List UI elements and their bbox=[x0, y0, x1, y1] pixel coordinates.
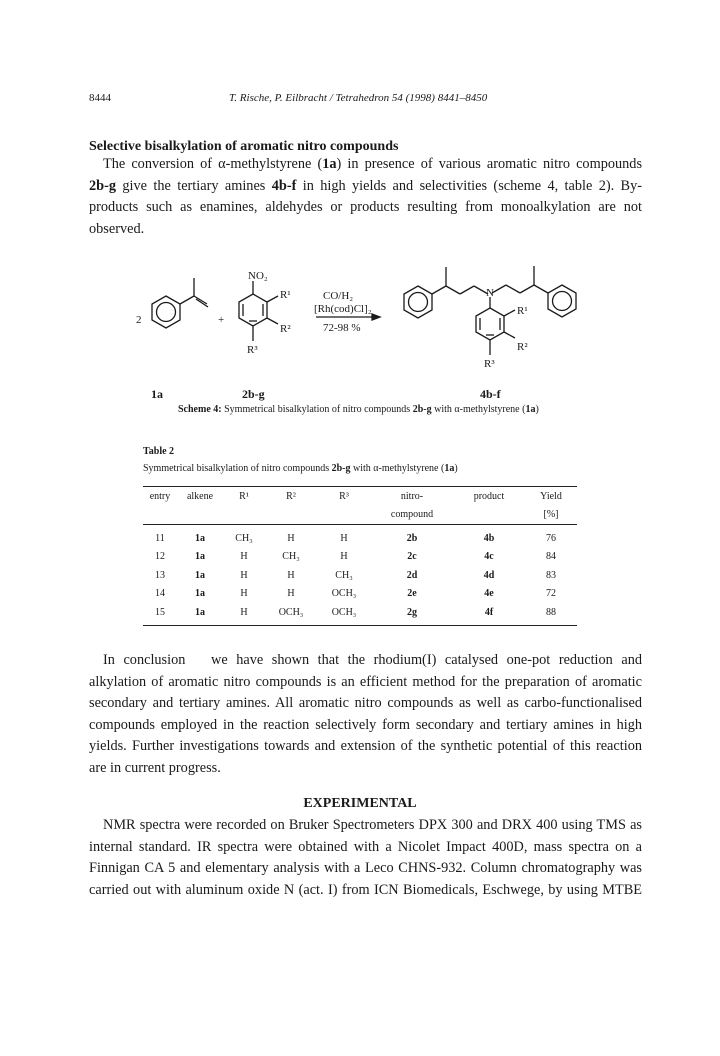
cell-product: 4b bbox=[483, 532, 495, 544]
running-head: T. Rische, P. Eilbracht / Tetrahedron 54 (1998) 8441–8450 bbox=[229, 92, 488, 104]
cell-alkene: 1a bbox=[195, 606, 205, 618]
conclusion-line: alkylation of aromatic nitro compounds is an efficient method for the preparation of aromatic bbox=[89, 673, 642, 690]
header-cell bbox=[223, 506, 265, 525]
table-row bbox=[143, 603, 577, 625]
header-cell: compound bbox=[371, 506, 453, 525]
header-cell: alkene bbox=[186, 490, 214, 502]
header-cell bbox=[143, 506, 177, 525]
cell-r1: H bbox=[240, 606, 248, 618]
cell-r2: CH₃ bbox=[282, 551, 300, 563]
scheme-caption-text: with α-methylstyrene ( bbox=[431, 404, 526, 415]
experimental-line: Finnigan CA 5 and elementary analysis with a Leco CHNS-932. Column chromatography was bbox=[89, 860, 642, 876]
product-r1-label: R¹ bbox=[517, 305, 528, 317]
table-row bbox=[143, 525, 577, 548]
label-nitro-compounds: 2b-g bbox=[242, 387, 265, 401]
experimental-line: NMR spectra were recorded on Bruker Spectrometers DPX 300 and DRX 400 using TMS as bbox=[103, 817, 642, 833]
table-caption: Symmetrical bisalkylation of nitro compounds 2b-g with α-methylstyrene (1a) bbox=[143, 463, 458, 474]
product-structure bbox=[404, 266, 576, 355]
nitrogen-atom-label: N bbox=[486, 287, 494, 299]
header-cell: entry bbox=[149, 490, 171, 502]
cell-product: 4d bbox=[483, 569, 495, 581]
intro-line: 2b-g give the tertiary amines 4b-f in high yields and selectivities (scheme 4, table 2). By- bbox=[89, 177, 642, 194]
header-cell: R² bbox=[286, 490, 296, 502]
intro-line: The conversion of α-methylstyrene (1a) in presence of various aromatic nitro compounds bbox=[103, 156, 643, 172]
cell-nitro: 2c bbox=[407, 551, 417, 563]
compound-ref: 2b-g bbox=[89, 177, 117, 194]
cell-r3: H bbox=[340, 551, 348, 563]
r2-label: R² bbox=[280, 323, 291, 335]
header-cell: R¹ bbox=[239, 490, 249, 502]
header-cell: Yield bbox=[540, 490, 562, 502]
label-alkene: 1a bbox=[151, 387, 163, 401]
cell-entry: 14 bbox=[155, 588, 165, 600]
cell-product: 4e bbox=[484, 588, 494, 600]
cell-yield: 76 bbox=[546, 532, 556, 544]
cell-nitro: 2d bbox=[406, 569, 418, 581]
yield-range: 72-98 % bbox=[323, 322, 361, 334]
cell-product: 4c bbox=[484, 551, 494, 563]
table-row bbox=[143, 548, 577, 567]
cell-r1: H bbox=[240, 551, 248, 563]
conclusion-line: secondary and tertiary amines. All aromatic nitro compounds as well as carbo-functionalised bbox=[89, 695, 642, 711]
compound-ref: 1a bbox=[322, 156, 337, 172]
header-cell: [%] bbox=[525, 506, 577, 525]
scheme-drawing bbox=[130, 255, 610, 385]
cell-entry: 15 bbox=[155, 606, 165, 618]
conclusion-line: yields. Further investigations towards and extension of the synthetic potential of this reaction bbox=[89, 738, 642, 754]
compound-ref: 1a bbox=[444, 463, 455, 474]
header-cell: R³ bbox=[339, 490, 349, 502]
scheme-caption-ref: 2b-g bbox=[412, 404, 432, 415]
table-row bbox=[143, 566, 577, 585]
section-title: Selective bisalkylation of aromatic nitro compounds bbox=[89, 139, 399, 154]
intro-line: products such as enamines, aldehydes or products resulting from monoalkylation are not bbox=[89, 199, 642, 215]
cell-alkene: 1a bbox=[195, 532, 205, 544]
cell-r2: OCH₃ bbox=[278, 606, 304, 618]
cell-alkene: 1a bbox=[195, 569, 205, 581]
scheme-plus: + bbox=[218, 314, 225, 326]
conclusion-paragraph bbox=[89, 650, 642, 779]
cell-r2: H bbox=[287, 588, 295, 600]
header-cell bbox=[265, 506, 317, 525]
results-table bbox=[143, 486, 577, 626]
reagent-co-h2: CO/H₂ bbox=[323, 290, 354, 302]
table-header-row bbox=[143, 506, 577, 525]
page-number: 8444 bbox=[89, 92, 111, 104]
cell-product: 4f bbox=[484, 606, 494, 618]
cell-r3: H bbox=[340, 532, 348, 544]
nitroarene-structure bbox=[239, 281, 278, 341]
cell-yield: 83 bbox=[546, 569, 556, 581]
scheme-caption-prefix: Scheme 4: bbox=[178, 404, 222, 415]
header-cell: product bbox=[473, 490, 505, 502]
reaction-scheme bbox=[130, 255, 610, 425]
cell-yield: 72 bbox=[546, 588, 556, 600]
cell-yield: 84 bbox=[546, 551, 556, 563]
cell-r2: H bbox=[287, 569, 295, 581]
cell-r2: H bbox=[287, 532, 295, 544]
header-cell bbox=[453, 506, 525, 525]
cell-r1: CH₃ bbox=[235, 532, 253, 544]
table-header-row bbox=[143, 487, 577, 506]
header-cell bbox=[317, 506, 371, 525]
cell-nitro: 2g bbox=[407, 606, 417, 618]
cell-yield: 88 bbox=[546, 606, 556, 618]
cell-alkene: 1a bbox=[195, 588, 205, 600]
conclusion-line: are in current progress. bbox=[89, 759, 221, 776]
scheme-coefficient: 2 bbox=[136, 314, 142, 326]
cell-r3: OCH₃ bbox=[331, 588, 357, 600]
header-cell: nitro- bbox=[400, 490, 424, 502]
cell-nitro: 2e bbox=[407, 588, 417, 600]
product-r3-label: R³ bbox=[484, 358, 495, 370]
reagent-catalyst: [Rh(cod)Cl]₂ bbox=[314, 303, 372, 315]
experimental-heading: EXPERIMENTAL bbox=[303, 796, 417, 811]
alkene-structure bbox=[152, 278, 208, 328]
r3-label: R³ bbox=[247, 344, 258, 356]
header-cell bbox=[177, 506, 223, 525]
experimental-line: internal standard. IR spectra were obtained with a Nicolet Impact 400D, mass spectra on a bbox=[89, 838, 642, 855]
cell-alkene: 1a bbox=[195, 551, 205, 563]
cell-r3: OCH₃ bbox=[331, 606, 357, 618]
cell-nitro: 2b bbox=[406, 532, 418, 544]
compound-ref: 2b-g bbox=[331, 463, 351, 474]
label-product: 4b-f bbox=[480, 387, 501, 401]
cell-r1: H bbox=[240, 588, 248, 600]
table-title: Table 2 bbox=[143, 446, 175, 457]
cell-entry: 13 bbox=[155, 569, 165, 581]
conclusion-line: compounds employed in the reaction selectively form secondary and tertiary amines in high bbox=[89, 716, 642, 733]
scheme-caption-ref: 1a bbox=[525, 404, 536, 415]
cell-r3: CH₃ bbox=[335, 569, 353, 581]
cell-entry: 11 bbox=[155, 532, 165, 544]
cell-entry: 12 bbox=[155, 551, 165, 563]
product-r2-label: R² bbox=[517, 341, 528, 353]
intro-paragraph bbox=[89, 154, 642, 240]
compound-ref: 4b-f bbox=[271, 177, 297, 194]
r1-label: R¹ bbox=[280, 289, 291, 301]
scheme-caption bbox=[178, 404, 539, 415]
intro-line: observed. bbox=[89, 220, 145, 237]
scheme-caption-text: Symmetrical bisalkylation of nitro compounds bbox=[221, 404, 413, 415]
experimental-paragraph bbox=[89, 815, 642, 901]
conclusion-line: In conclusion we have shown that the rhodium(I) catalysed one-pot reduction and bbox=[103, 652, 642, 668]
table-row bbox=[143, 585, 577, 604]
scheme-caption-text: ) bbox=[535, 404, 539, 415]
nitro-group-label: NO₂ bbox=[248, 270, 268, 282]
cell-r1: H bbox=[240, 569, 248, 581]
experimental-line: carried out with aluminum oxide N (act. I) from ICN Biomedicals, Eschwege, by using MTBE bbox=[89, 881, 642, 898]
